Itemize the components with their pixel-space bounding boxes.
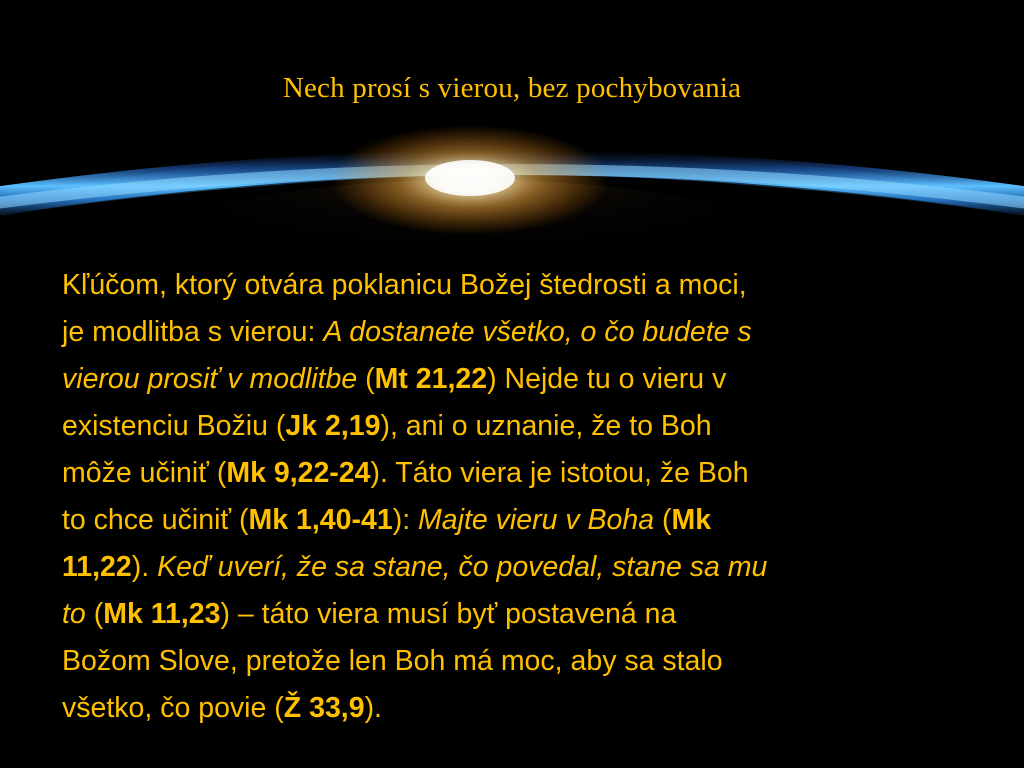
body-line-1 xyxy=(62,262,962,309)
body-text: všetko, čo povie ( xyxy=(62,692,284,724)
slide-title: Nech prosí s vierou, bez pochybovania xyxy=(282,72,742,104)
body-text: ) Nejde tu o vieru v xyxy=(487,363,727,395)
slide-body-text xyxy=(62,262,962,732)
body-line-6 xyxy=(62,497,962,544)
bible-reference: Mk 9,22-24 xyxy=(226,457,371,489)
bible-reference: Mk 11,23 xyxy=(103,598,221,630)
bible-reference: Mk xyxy=(671,504,712,536)
body-text: môže učiniť ( xyxy=(62,457,227,489)
body-text: ), ani o uznanie, že to Boh xyxy=(380,410,712,442)
body-text: ). xyxy=(131,551,158,583)
body-line-9 xyxy=(62,638,962,685)
body-text: ( xyxy=(85,598,104,630)
body-text: existenciu Božiu ( xyxy=(62,410,286,442)
body-text: ( xyxy=(654,504,672,536)
body-line-2 xyxy=(62,309,962,356)
bible-reference: Jk 2,19 xyxy=(285,410,381,442)
body-text: Kľúčom, ktorý otvára poklanicu Božej štedrosti a moci, xyxy=(62,269,747,301)
body-text: ). Táto viera je istotou, že Boh xyxy=(370,457,749,489)
body-text: ( xyxy=(357,363,375,395)
body-text: ): xyxy=(392,504,419,536)
bible-reference: Ž 33,9 xyxy=(283,692,365,724)
body-text: ) – táto viera musí byť postavená na xyxy=(220,598,677,630)
quote-text: to xyxy=(62,598,86,630)
quote-text: Keď uverí, že sa stane, čo povedal, stane sa mu xyxy=(157,551,768,583)
body-text: je modlitba s vierou: xyxy=(62,316,324,348)
body-line-10 xyxy=(62,685,962,732)
body-text: to chce učiniť ( xyxy=(62,504,249,536)
body-text: ). xyxy=(364,692,382,724)
body-text: Božom Slove, pretože len Boh má moc, aby sa stalo xyxy=(62,645,723,677)
quote-text: Majte vieru v Boha xyxy=(418,504,655,536)
bible-reference: Mt 21,22 xyxy=(374,363,488,395)
quote-text: A dostanete všetko, o čo budete s xyxy=(323,316,752,348)
bible-reference: Mk 1,40-41 xyxy=(248,504,393,536)
body-line-7 xyxy=(62,544,962,591)
bible-reference: 11,22 xyxy=(62,551,132,583)
body-line-8 xyxy=(62,591,962,638)
body-line-4 xyxy=(62,403,962,450)
quote-text: vierou prosiť v modlitbe xyxy=(62,363,358,395)
body-line-3 xyxy=(62,356,962,403)
body-line-5 xyxy=(62,450,962,497)
